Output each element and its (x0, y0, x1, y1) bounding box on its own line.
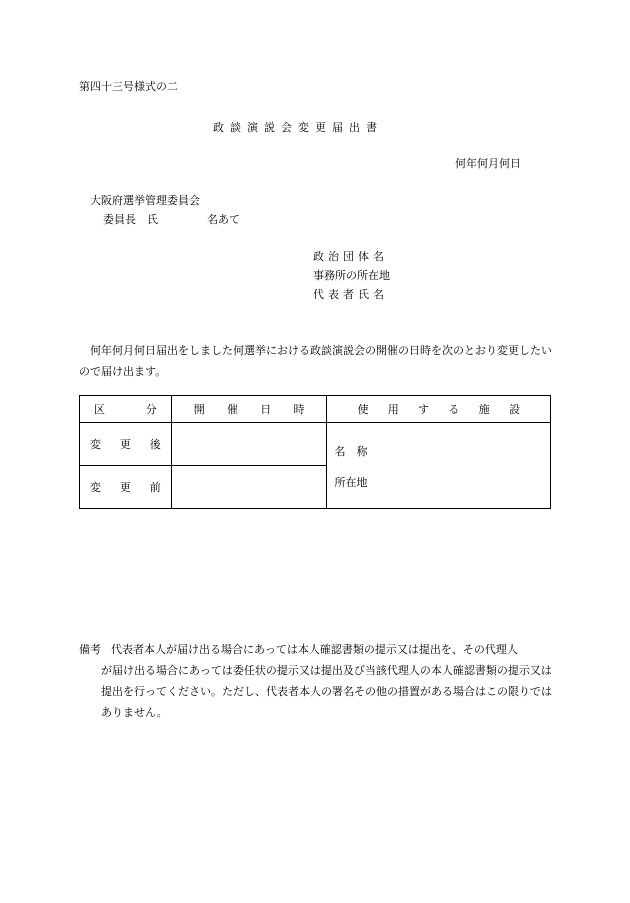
row-before-label: 変 更 前 (90, 481, 161, 494)
facility-address-label: 所在地 (334, 476, 368, 489)
row-after-label: 変 更 後 (90, 438, 161, 451)
facility-cell (327, 423, 551, 509)
applicant-org-name: 政治団体名 (313, 250, 388, 263)
remarks-label: 備考 (79, 643, 101, 656)
document-title: 政談演説会変更届出書 (213, 121, 383, 134)
form-number: 第四十三号様式の二 (79, 80, 178, 93)
row-before-label-cell (80, 466, 172, 509)
addressee-committee: 大阪府選挙管理委員会 (90, 194, 200, 207)
remarks-text-first: 代表者本人が届け出る場合にあっては本人確認書類の提示又は提出を、その代理人 (111, 643, 518, 656)
remarks-text-rest: が届け出る場合にあっては委任状の提示又は提出及び当該代理人の本人確認書類の提示又は提出を行ってください。ただし、代表者本人の署名その他の措置がある場合はこの限りではありません。 (101, 664, 552, 719)
header-datetime: 開 催 日 時 (193, 403, 305, 416)
table-row-after (80, 423, 551, 466)
header-datetime-cell (171, 396, 327, 423)
applicant-office-address: 事務所の所在地 (313, 269, 390, 282)
facility-box (327, 423, 550, 508)
header-facility-cell (327, 396, 551, 423)
addressee-chair-prefix: 委員長 氏 (103, 213, 158, 226)
change-details-table (79, 395, 551, 509)
body-paragraph: 何年何月何日届出をしました何選挙における政談演説会の開催の日時を次のとおり変更したいので届け出ます。 (79, 344, 552, 378)
remarks-section (79, 639, 553, 723)
date-line: 何年何月何日 (455, 157, 521, 170)
addressee-chair-suffix: 名あて (207, 213, 240, 226)
header-category-cell (80, 396, 172, 423)
row-after-label-cell (80, 423, 172, 466)
header-category: 区 分 (94, 403, 157, 416)
row-after-datetime (171, 423, 327, 466)
header-facility: 使 用 す る 施 設 (357, 403, 520, 416)
facility-name-label: 名 称 (334, 445, 368, 458)
row-before-datetime (171, 466, 327, 509)
table-header-row (80, 396, 551, 423)
applicant-representative: 代表者氏名 (313, 288, 388, 301)
